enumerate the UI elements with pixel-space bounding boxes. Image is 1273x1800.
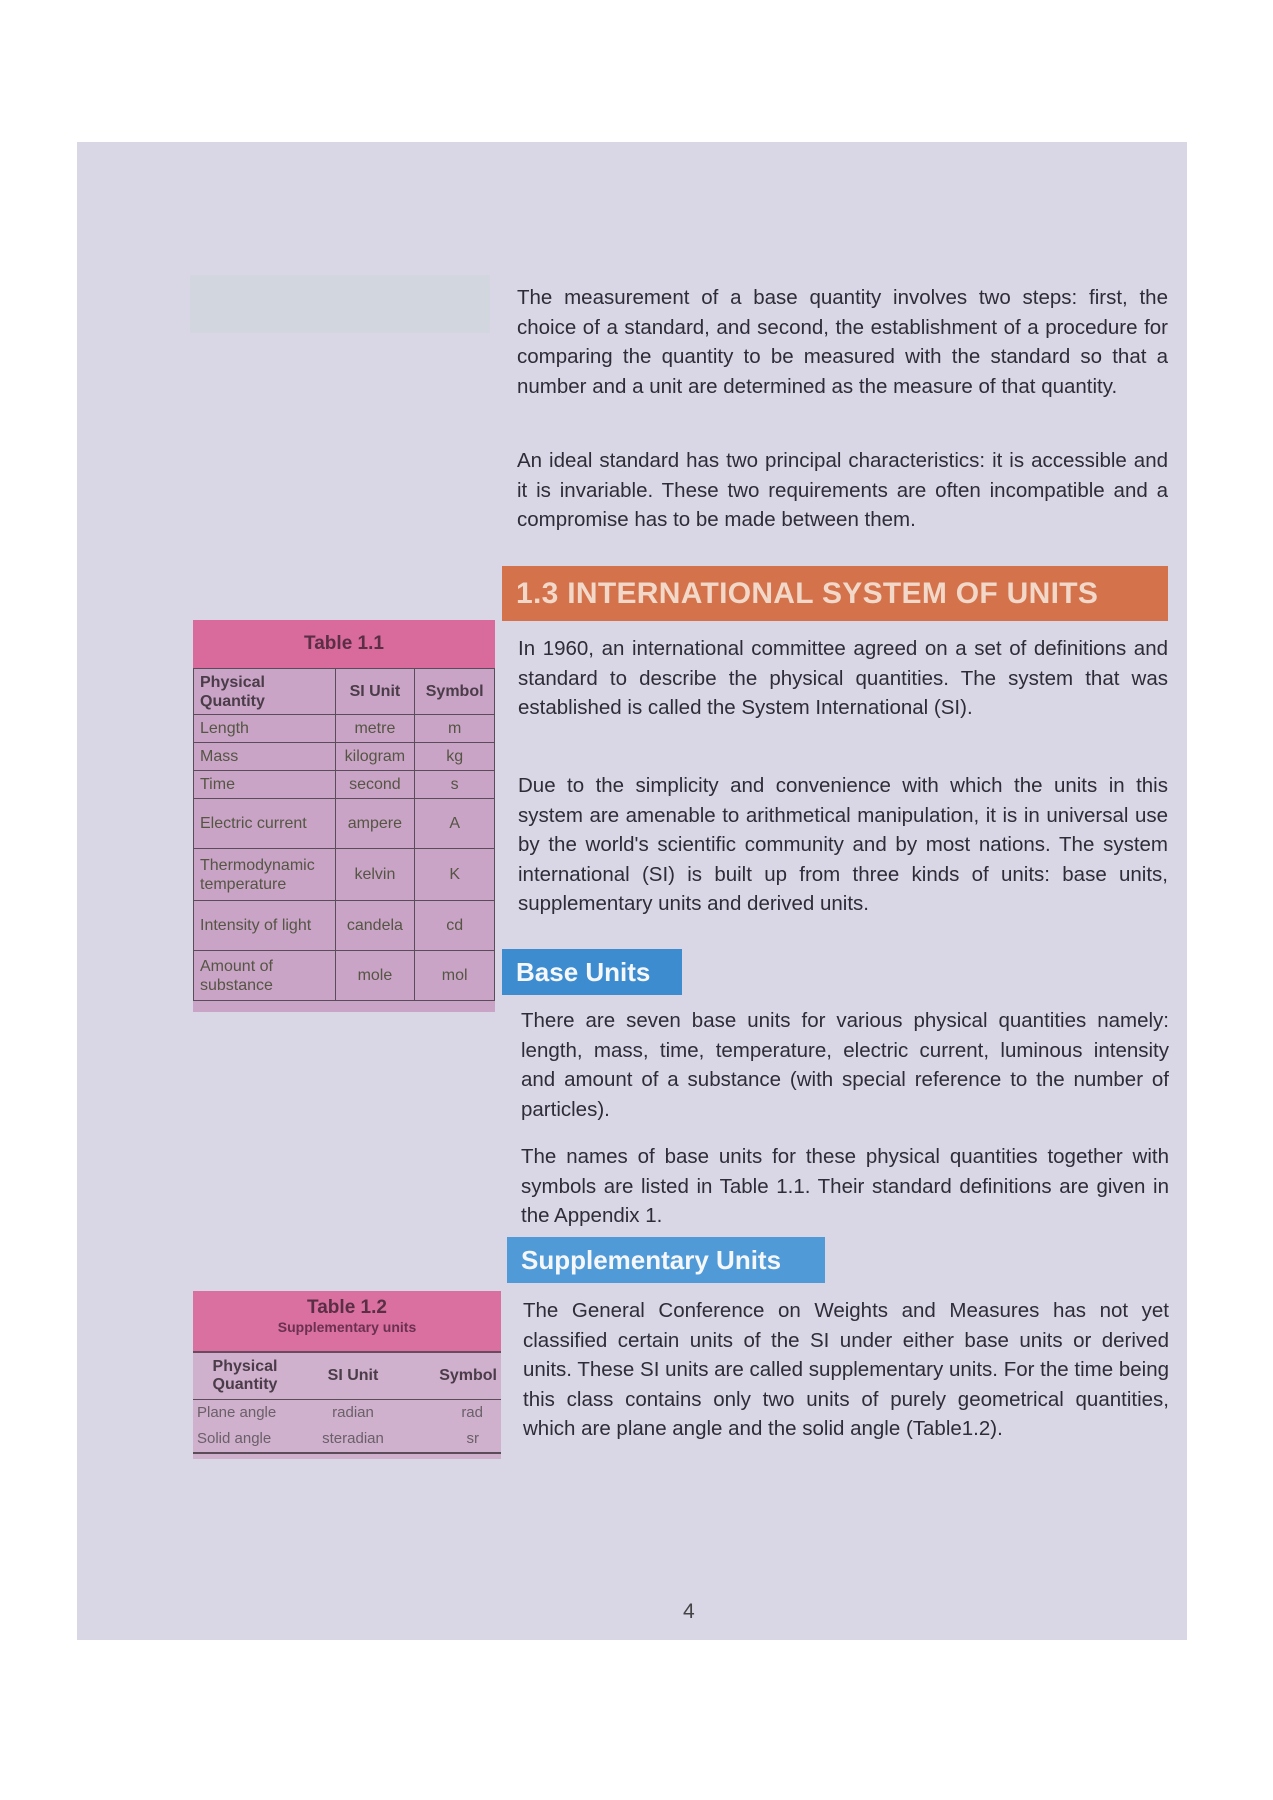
- table-header: Symbol: [415, 669, 495, 715]
- table-header: Symbol: [409, 1353, 501, 1399]
- table-cell: Intensity of light: [194, 901, 336, 951]
- section-paragraph-2: Due to the simplicity and convenience with which the units in this system are amenable to arithmetical manipulation, it is in universal use by the world's scientific community and by most nations. The system international (SI) is built up from three kinds of units: base units, supplementary units and derived units.: [518, 774, 1168, 915]
- table-row: [194, 951, 495, 1001]
- section-heading: 1.3 INTERNATIONAL SYSTEM OF UNITS: [502, 566, 1168, 621]
- faded-margin-mark: [190, 275, 490, 333]
- table-cell: cd: [415, 901, 495, 951]
- table-1-1-grid: [193, 668, 495, 1001]
- table-cell: second: [335, 771, 415, 799]
- table-cell: Electric current: [194, 799, 336, 849]
- table-cell: Time: [194, 771, 336, 799]
- table-cell: Length: [194, 715, 336, 743]
- table-cell: ampere: [335, 799, 415, 849]
- table-1-2-caption: Table 1.2: [307, 1297, 387, 1318]
- table-header-row: [193, 1353, 501, 1399]
- table-cell: rad: [461, 1403, 483, 1421]
- table-header: SI Unit: [297, 1353, 409, 1399]
- table-cell: A: [415, 799, 495, 849]
- table-row: [194, 771, 495, 799]
- table-cell: kilogram: [335, 743, 415, 771]
- table-1-2-grid: [193, 1353, 501, 1454]
- table-cell: Mass: [194, 743, 336, 771]
- table-cell: Amount of substance: [194, 951, 336, 1001]
- table-cell: Plane angle: [197, 1403, 277, 1421]
- table-1-2-caption-block: [193, 1291, 501, 1353]
- table-row: [194, 743, 495, 771]
- table-cell: Solid angle: [193, 1426, 297, 1453]
- base-units-paragraph-2: The names of base units for these physical quantities together with symbols are listed in Table 1.1. Their standard definitions are given in the Appendix 1.: [521, 1145, 1169, 1227]
- table-cell: kelvin: [335, 849, 415, 901]
- table-cell: kg: [415, 743, 495, 771]
- table-cell: m: [415, 715, 495, 743]
- table-1-2-subcaption: Supplementary units: [277, 1319, 417, 1335]
- page-number: 4: [683, 1600, 695, 1623]
- table-row: [194, 715, 495, 743]
- table-header-row: [194, 669, 495, 715]
- table-cell: s: [415, 771, 495, 799]
- table-cell: metre: [335, 715, 415, 743]
- table-cell: mol: [415, 951, 495, 1001]
- supplementary-units-paragraph: The General Conference on Weights and Measures has not yet classified certain units of the SI under either base units or derived units. These SI units are called supplementary units. For the time being this class contains only two units of purely geometrical quantities, which are plane angle and the solid angle (Table1.2).: [523, 1299, 1169, 1440]
- table-header: Physical Quantity: [194, 669, 336, 715]
- table-header: Physical Quantity: [193, 1353, 297, 1399]
- table-1-1: [193, 620, 495, 1012]
- table-1-1-caption: Table 1.1: [193, 620, 495, 668]
- section-paragraph-1: In 1960, an international committee agreed on a set of definitions and standard to describe the physical quantities. The system that was established is called the System International (SI).: [518, 637, 1168, 719]
- table-row: [193, 1399, 501, 1426]
- table-cell: K: [415, 849, 495, 901]
- table-cell: steradian: [297, 1426, 409, 1453]
- base-units-paragraph-1: There are seven base units for various physical quantities namely: length, mass, time, temperature, electric current, luminous intensity and amount of a substance (with special reference to the number of particles).: [521, 1009, 1169, 1121]
- table-row: [194, 901, 495, 951]
- table-cell: mole: [335, 951, 415, 1001]
- table-cell: candela: [335, 901, 415, 951]
- base-units-heading: Base Units: [502, 949, 682, 995]
- table-1-2: [193, 1291, 501, 1459]
- table-cell: radian: [332, 1403, 374, 1421]
- table-row: [193, 1426, 501, 1453]
- supplementary-units-heading: Supplementary Units: [507, 1237, 825, 1283]
- table-cell: Thermodynamic temperature: [194, 849, 336, 901]
- table-cell: sr: [409, 1426, 501, 1453]
- intro-paragraph-1: The measurement of a base quantity involves two steps: first, the choice of a standard, and second, the establishment of a procedure for comparing the quantity to be measured with the standard so that a number and a unit are determined as the measure of that quantity.: [517, 286, 1168, 398]
- table-row: [194, 849, 495, 901]
- table-header: SI Unit: [335, 669, 415, 715]
- intro-paragraph-2: An ideal standard has two principal characteristics: it is accessible and it is invariable. These two requirements are often incompatible and a compromise has to be made between them.: [517, 449, 1168, 531]
- table-row: [194, 799, 495, 849]
